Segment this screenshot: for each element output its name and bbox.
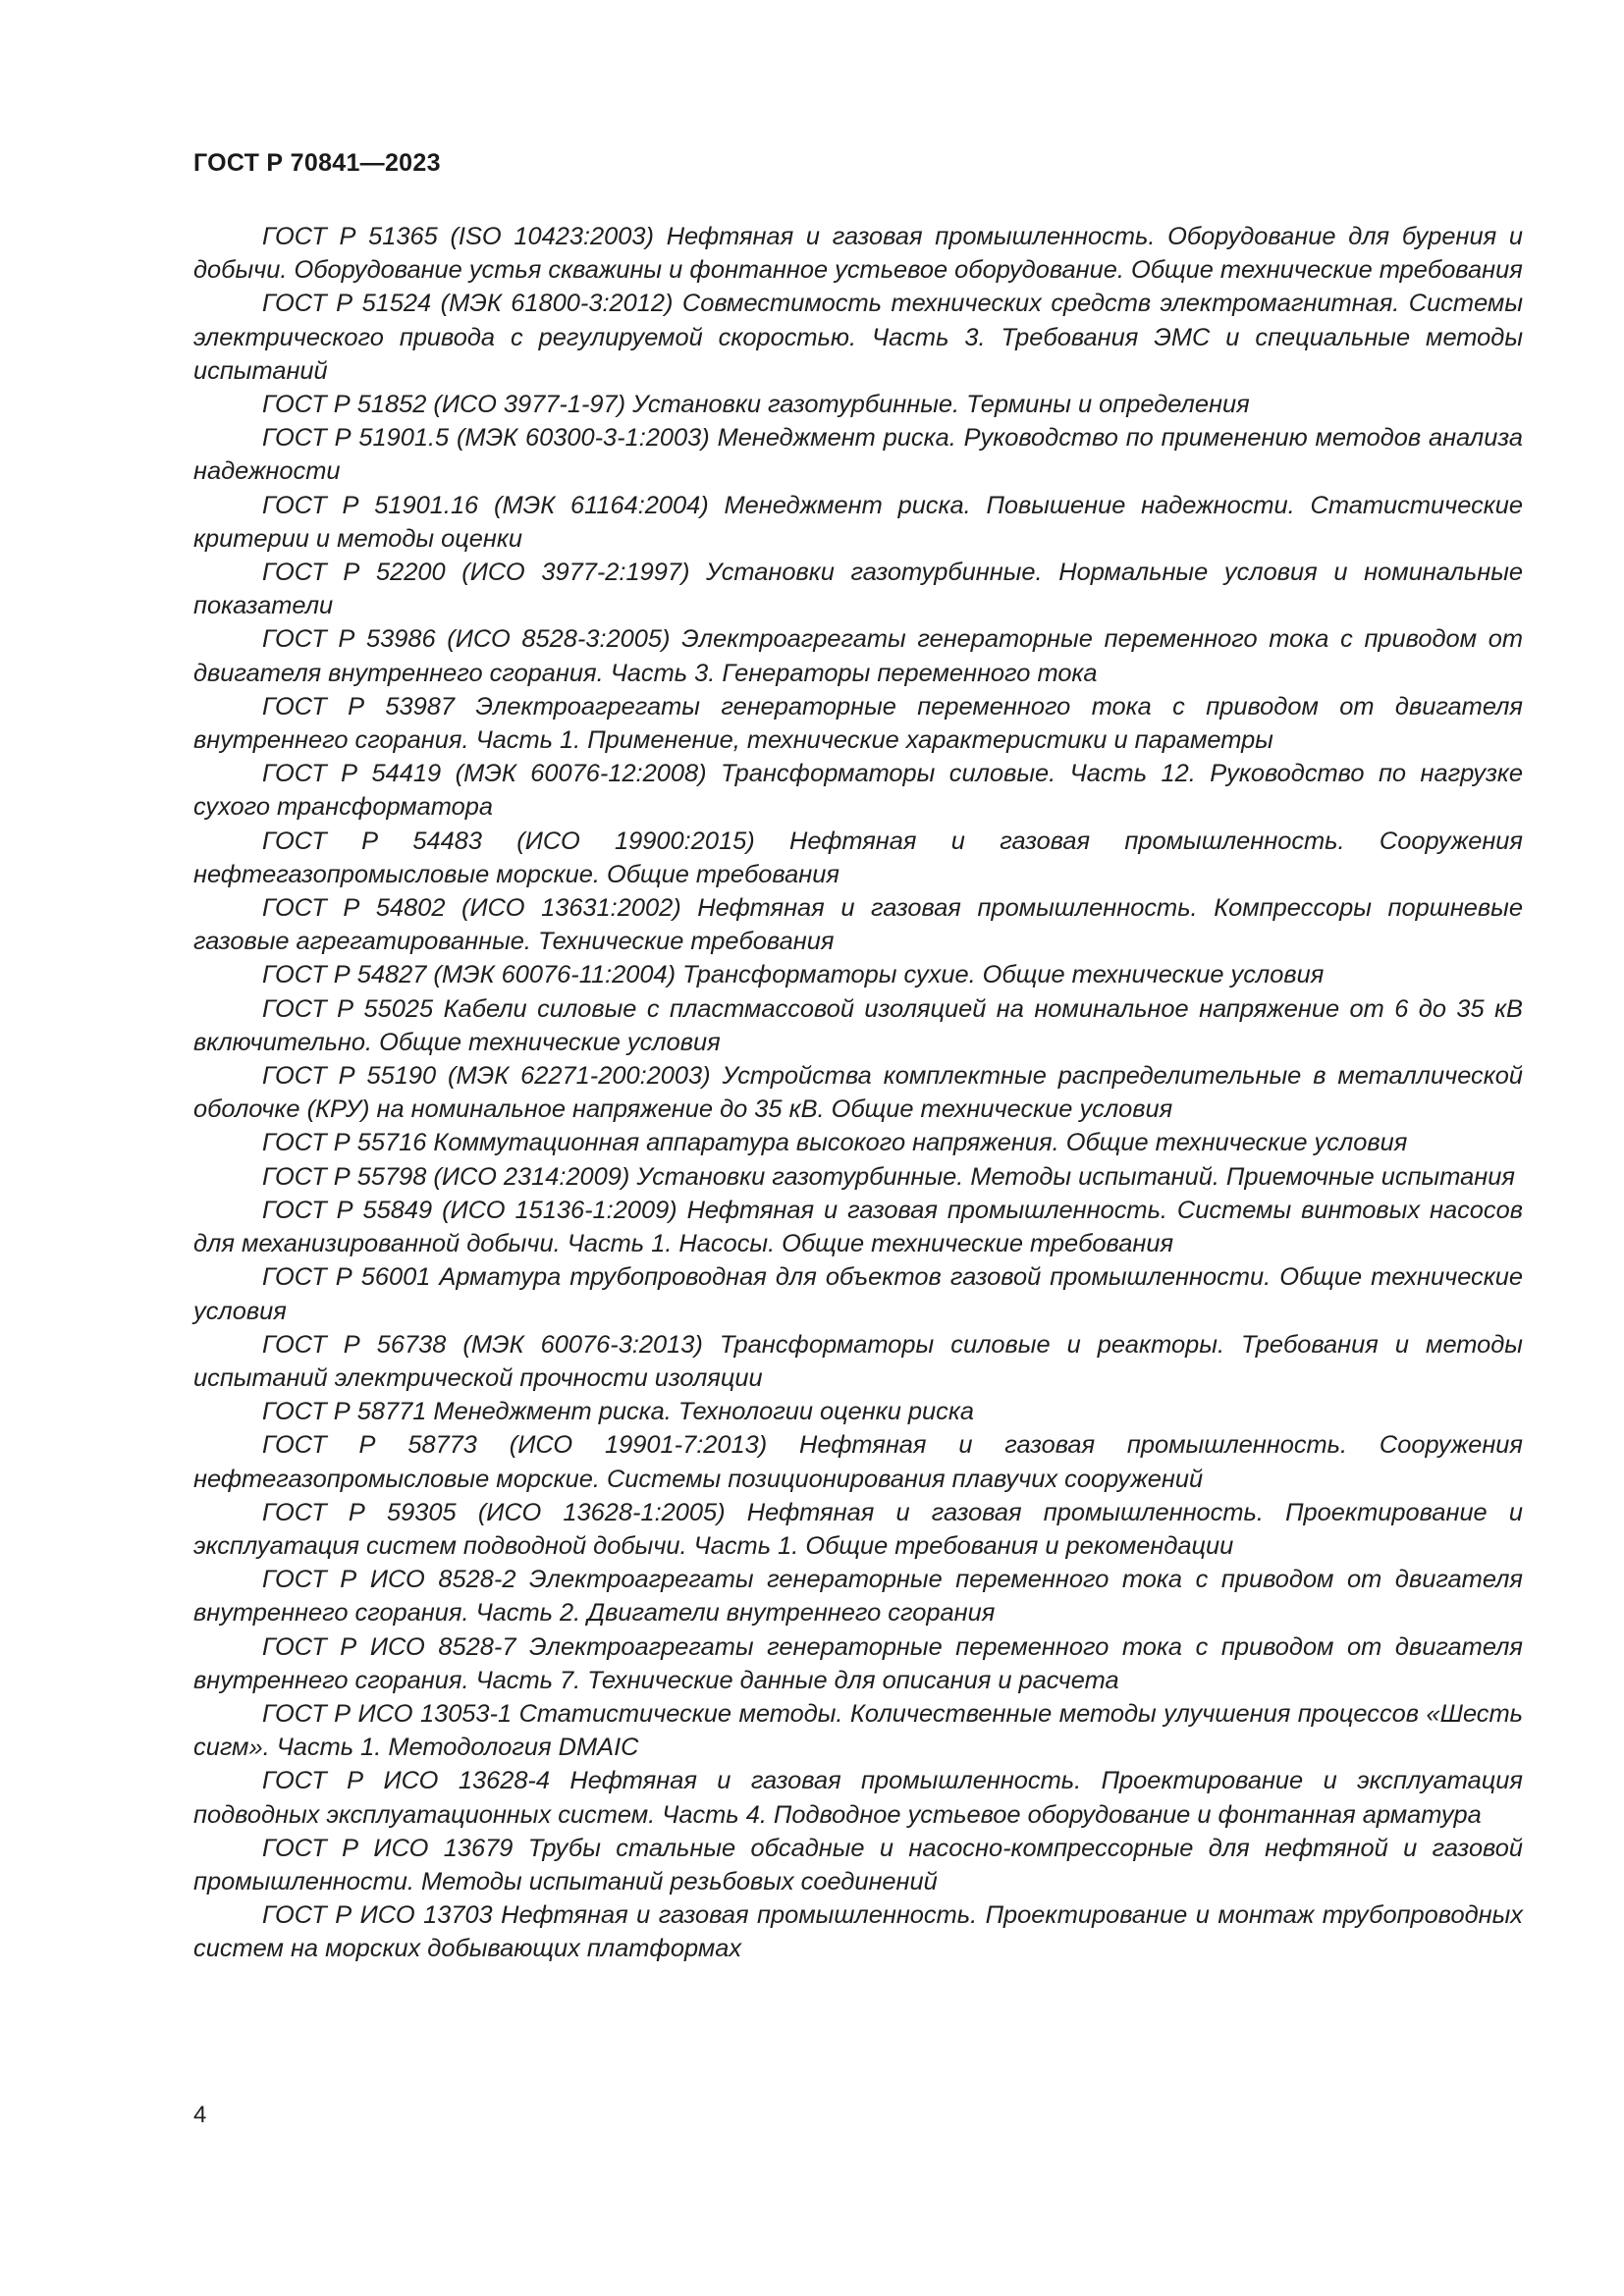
reference-entry: ГОСТ Р 56738 (МЭК 60076-3:2013) Трансформаторы силовые и реакторы. Требования и методы испытаний электрической прочности изоляции xyxy=(193,1330,1523,1392)
reference-entry: ГОСТ Р 52200 (ИСО 3977-2:1997) Установки газотурбинные. Нормальные условия и номинальные показатели xyxy=(193,559,1523,620)
reference-entry: ГОСТ Р ИСО 8528-2 Электроагрегаты генераторные переменного тока с приводом от двигателя внутреннего сгорания. Часть 2. Двигатели внутреннего сгорания xyxy=(193,1566,1523,1628)
reference-entry: ГОСТ Р 55798 (ИСО 2314:2009) Установки газотурбинные. Методы испытаний. Приемочные испытания xyxy=(262,1162,1515,1191)
reference-entry: ГОСТ Р 51901.5 (МЭК 60300-3-1:2003) Менеджмент риска. Руководство по применению методов анализа надежности xyxy=(193,424,1523,486)
reference-entry: ГОСТ Р 51901.16 (МЭК 61164:2004) Менеджмент риска. Повышение надежности. Статистические критерии и методы оценки xyxy=(193,491,1523,553)
reference-entry: ГОСТ Р 51852 (ИСО 3977-1-97) Установки газотурбинные. Термины и определения xyxy=(262,391,1250,419)
reference-entry: ГОСТ Р ИСО 13703 Нефтяная и газовая промышленность. Проектирование и монтаж трубопроводных систем на морских добывающих платформах xyxy=(193,1901,1523,1963)
reference-entry: ГОСТ Р ИСО 13679 Трубы стальные обсадные и насосно-компрессорные для нефтяной и газовой промышленности. Методы испытаний резьбовых соединений xyxy=(193,1834,1523,1896)
reference-entry: ГОСТ Р 58773 (ИСО 19901-7:2013) Нефтяная и газовая промышленность. Сооружения нефтегазопромысловые морские. Системы позиционирования плавучих сооружений xyxy=(193,1431,1523,1493)
reference-entry: ГОСТ Р 51524 (МЭК 61800-3:2012) Совместимость технических средств электромагнитная. Системы электрического привода с регулируемой скоростью. Часть 3. Требования ЭМС и специальные методы испытаний xyxy=(193,290,1523,385)
page-number: 4 xyxy=(193,2102,207,2128)
reference-entry: ГОСТ Р ИСО 8528-7 Электроагрегаты генераторные переменного тока с приводом от двигателя внутреннего сгорания. Часть 7. Технические данные для описания и расчета xyxy=(193,1632,1523,1694)
reference-entry: ГОСТ Р 55025 Кабели силовые с пластмассовой изоляцией на номинальное напряжение от 6 до 35 кВ включительно. Общие технические условия xyxy=(193,994,1523,1056)
reference-entry: ГОСТ Р ИСО 13053-1 Статистические методы. Количественные методы улучшения процессов «Шесть сигм». Часть 1. Методология DMAIC xyxy=(193,1699,1523,1762)
reference-entry: ГОСТ Р 54827 (МЭК 60076-11:2004) Трансформаторы сухие. Общие технические условия xyxy=(262,961,1325,989)
reference-entry: ГОСТ Р 56001 Арматура трубопроводная для объектов газовой промышленности. Общие технические условия xyxy=(193,1263,1523,1325)
reference-entry: ГОСТ Р ИСО 13628-4 Нефтяная и газовая промышленность. Проектирование и эксплуатация подводных эксплуатационных систем. Часть 4. Подводное устьевое оборудование и фонтанная арматура xyxy=(193,1767,1523,1829)
reference-entry: ГОСТ Р 53987 Электроагрегаты генераторные переменного тока с приводом от двигателя внутреннего сгорания. Часть 1. Применение, технические характеристики и параметры xyxy=(193,692,1523,755)
reference-entry: ГОСТ Р 54483 (ИСО 19900:2015) Нефтяная и газовая промышленность. Сооружения нефтегазопромысловые морские. Общие требования xyxy=(193,827,1523,888)
reference-entry: ГОСТ Р 53986 (ИСО 8528-3:2005) Электроагрегаты генераторные переменного тока с приводом от двигателя внутреннего сгорания. Часть 3. Генераторы переменного тока xyxy=(193,625,1523,687)
reference-entry: ГОСТ Р 55190 (МЭК 62271-200:2003) Устройства комплектные распределительные в металлической оболочке (КРУ) на номинальное напряжение до 35 кВ. Общие технические условия xyxy=(193,1062,1523,1124)
reference-entry: ГОСТ Р 58771 Менеджмент риска. Технологии оценки риска xyxy=(262,1398,974,1426)
reference-entry: ГОСТ Р 51365 (ISO 10423:2003) Нефтяная и газовая промышленность. Оборудование для бурения и добычи. Оборудование устья скважины и фонтанное устьевое оборудование. Общие технические требования xyxy=(193,223,1523,285)
document-header: ГОСТ Р 70841—2023 xyxy=(193,149,441,177)
reference-entry: ГОСТ Р 55716 Коммутационная аппаратура высокого напряжения. Общие технические условия xyxy=(262,1129,1408,1157)
reference-entry: ГОСТ Р 54802 (ИСО 13631:2002) Нефтяная и газовая промышленность. Компрессоры поршневые газовые агрегатированные. Технические требования xyxy=(193,894,1523,956)
reference-entry: ГОСТ Р 54419 (МЭК 60076-12:2008) Трансформаторы силовые. Часть 12. Руководство по нагрузке сухого трансформатора xyxy=(193,760,1523,822)
reference-entry: ГОСТ Р 55849 (ИСО 15136-1:2009) Нефтяная и газовая промышленность. Системы винтовых насосов для механизированной добычи. Часть 1. Насосы. Общие технические требования xyxy=(193,1196,1523,1258)
normative-references-list xyxy=(193,220,1523,1966)
reference-entry: ГОСТ Р 59305 (ИСО 13628-1:2005) Нефтяная и газовая промышленность. Проектирование и эксплуатация систем подводной добычи. Часть 1. Общие требования и рекомендации xyxy=(193,1498,1523,1560)
